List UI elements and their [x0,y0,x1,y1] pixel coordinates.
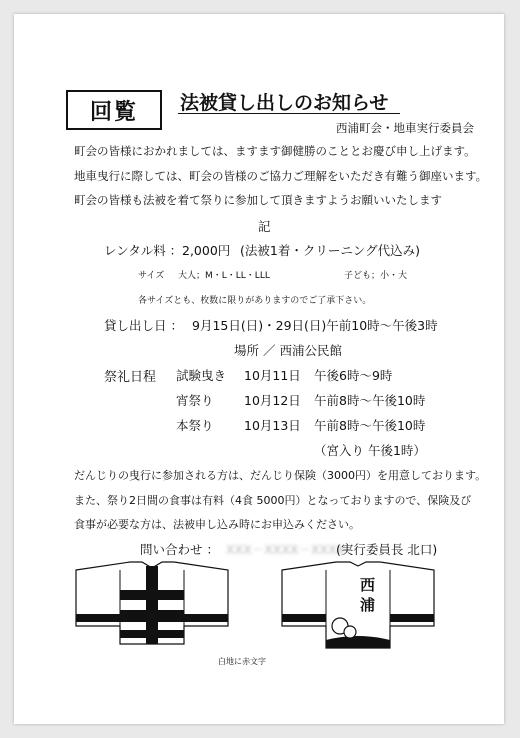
schedule-time: 午前8時～午後10時 [314,418,426,433]
happi-kanji-ura: 浦 [360,596,376,614]
lending-label: 貸し出し日 ： [104,318,183,333]
schedule-time: 午後6時～9時 [314,368,393,383]
note-line-3: 食事が必要な方は、法被申し込み時にお申込みください。 [74,518,360,531]
organization-name: 西浦町会・地車実行委員会 [336,121,474,135]
size-adult: 大人；M・L・LL・LLL [178,271,270,281]
intro-line-2: 地車曳行に際しては、町会の皆様のご協力ご理解をいただき有難う御座います。 [74,169,488,183]
rental-label: レンタル料 ： [104,243,183,258]
rental-price: 2,000円 [182,243,231,258]
contact-person: (実行委員長 北口) [336,542,438,557]
schedule-date: 10月11日 [244,368,301,383]
contact-phone-blurred: XXX－XXXX－XXXX [226,542,346,557]
limit-note: 各サイズとも、枚数に限りがありますのでご了承下さい。 [138,296,372,306]
notice-title: 法被貸し出しのお知らせ [180,92,389,114]
schedule-date: 10月13日 [244,418,301,433]
note-line-2: また、祭り2日間の食事は有料（4食 5000円）となっておりますので、保険及び [74,494,472,507]
note-line-1: だんじりの曳行に参加される方は、だんじり保険（3000円）を用意しております。 [74,469,487,482]
contact-label: 問い合わせ ： [140,542,219,557]
size-label: サイズ [138,271,165,281]
illustration-caption: 白地に赤文字 [218,657,266,666]
happi-back-illustration [74,560,230,648]
happi-front-illustration [280,560,436,652]
miyairi-note: （宮入り 午後1時） [314,443,426,458]
lending-value: 9月15日(日)・29日(日)午前10時～午後3時 [192,318,438,333]
intro-line-1: 町会の皆様におかれましては、ますます御健勝のこととお慶び申し上げます。 [74,144,476,158]
rental-note: (法被1着・クリーニング代込み) [240,243,420,258]
place-line: 場所 ／ 西浦公民館 [234,343,342,358]
schedule-time: 午前8時～午後10時 [314,393,426,408]
schedule-event: 試験曳き [176,368,227,383]
schedule-event: 宵祭り [176,393,214,408]
notice-sheet [14,14,504,724]
intro-line-3: 町会の皆様も法被を着て祭りに参加して頂きますようお願いいたします [74,193,442,207]
size-child: 子ども；小・大 [344,271,408,281]
schedule-date: 10月12日 [244,393,301,408]
kairan-stamp: 回覧 [66,90,162,130]
schedule-label: 祭礼日程 [104,370,157,385]
title-underline [178,113,400,114]
ki-heading: 記 [258,219,271,234]
schedule-event: 本祭り [176,418,214,433]
happi-kanji-nishi: 西 [360,576,376,594]
